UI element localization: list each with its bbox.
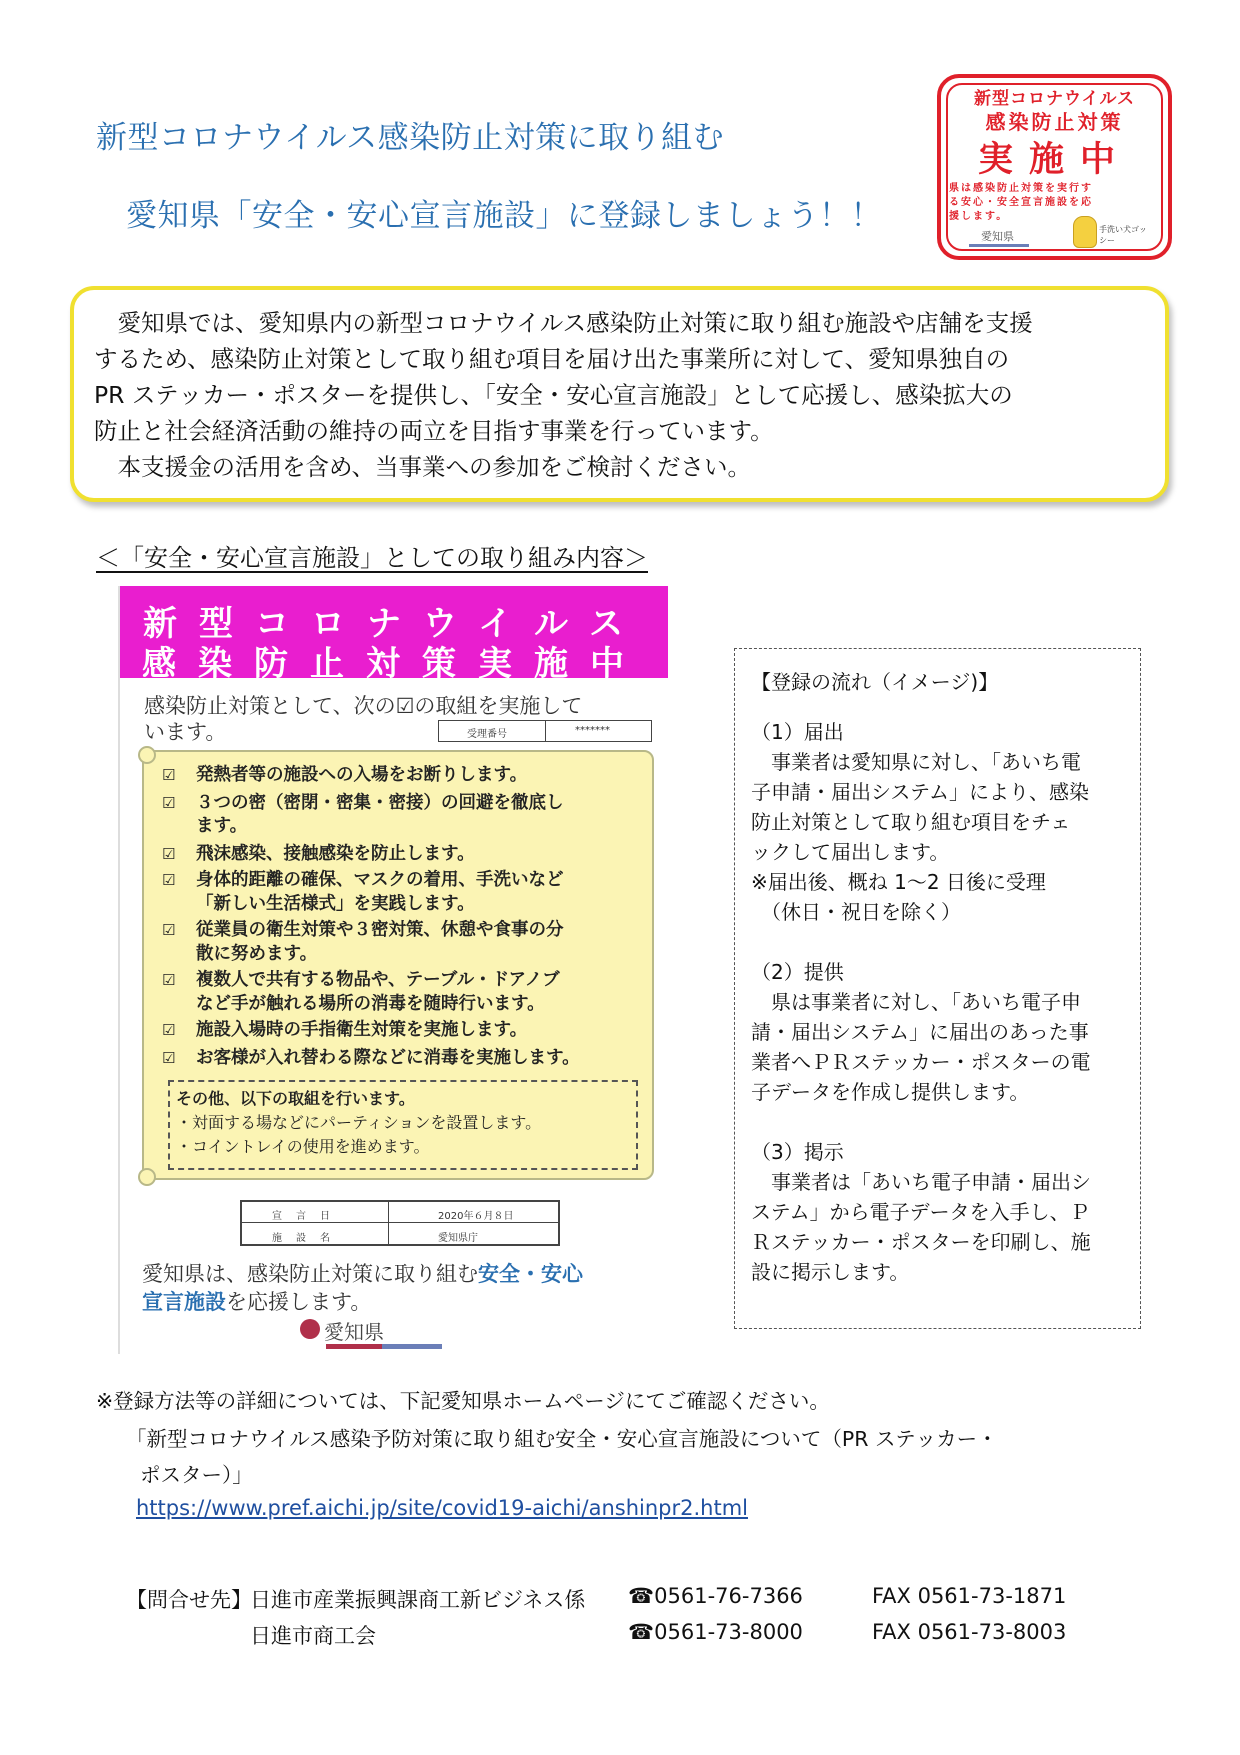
badge-line4: 県は感染防止対策を実行する安心・安全宣言施設を応援します。 (949, 183, 1093, 222)
checklist-item-cont: 「新しい生活様式」を実践します。 (196, 894, 475, 914)
flow-title: 【登録の流れ（イメージ)】 (751, 670, 999, 694)
badge-line2: 感染防止対策 (985, 110, 1124, 134)
checkbox-checked-icon: ☑ (162, 845, 176, 863)
checkbox-checked-icon: ☑ (162, 1021, 176, 1039)
flow-step-text: ※届出後、概ね 1～2 日後に受理 (751, 870, 1046, 894)
checklist-item: 飛沫感染、接触感染を防止します。 (196, 844, 475, 864)
flow-step-heading: （1）届出 (751, 720, 844, 744)
contact-org: 日進市商工会 (250, 1624, 376, 1648)
table-key: 宣言日 (272, 1211, 344, 1222)
badge-line3: 実施中 (977, 140, 1131, 180)
table-key: 施設名 (272, 1233, 344, 1244)
contact-tel: ☎0561-73-8000 (628, 1620, 803, 1644)
checkbox-checked-icon: ☑ (162, 766, 176, 784)
poster-footer-line2 (142, 1286, 371, 1316)
poster-footer-text: を応援します。 (226, 1290, 372, 1314)
table-row (242, 1224, 558, 1245)
checkbox-checked-icon: ☑ (162, 971, 176, 989)
table-value: 2020年６月８日 (438, 1211, 514, 1222)
registration-label: 受理番号 (467, 729, 507, 740)
safety-badge (937, 74, 1172, 260)
flow-step-text: ックして届出します。 (751, 840, 950, 864)
checklist-item-cont: ます。 (196, 816, 248, 836)
poster-footer-line1 (142, 1258, 583, 1288)
checklist-item: 従業員の衛生対策や３密対策、休憩や食事の分 (196, 920, 564, 940)
badge-logo: 愛知県 (981, 230, 1014, 243)
checkbox-checked-icon: ☑ (162, 794, 176, 812)
poster-checklist-scroll (142, 750, 654, 1180)
checkbox-checked-icon: ☑ (162, 921, 176, 939)
details-page-title: 「新型コロナウイルス感染予防対策に取り組む安全・安心宣言施設について（PR ステッカー・ (126, 1427, 998, 1451)
poster-header-line2: 感染防止対策実施中 (142, 644, 646, 684)
flow-step-text: 子データを作成し提供します。 (751, 1080, 1030, 1104)
logo-bar (326, 1344, 382, 1349)
details-url-link[interactable]: https://www.pref.aichi.jp/site/covid19-aichi/anshinpr2.html (136, 1496, 748, 1520)
checkbox-checked-icon: ☑ (162, 871, 176, 889)
poster-logo-text: 愛知県 (324, 1320, 384, 1344)
intro-line: PR ステッカー・ポスターを提供し、「安全・安心宣言施設」として応援し、感染拡大の (94, 381, 1013, 409)
details-page-title-cont: ポスター）」 (140, 1463, 253, 1487)
poster-registration-box (438, 720, 652, 742)
registration-value: ******* (575, 725, 610, 736)
flow-step-text: 設に掲示します。 (751, 1260, 910, 1284)
contact-fax: FAX 0561-73-1871 (872, 1584, 1067, 1608)
mascot-icon (1073, 216, 1097, 248)
poster-other-measures (168, 1080, 638, 1170)
flow-step-text: 事業者は「あいち電子申請・届出シ (751, 1170, 1091, 1194)
registration-flow-box (734, 648, 1141, 1329)
checklist-item: ３つの密（密閉・密集・密接）の回避を徹底し (196, 793, 564, 813)
details-note: ※登録方法等の詳細については、下記愛知県ホームページにてご確認ください。 (96, 1389, 830, 1413)
badge-line1: 新型コロナウイルス (974, 89, 1135, 109)
poster-header-line1: 新型コロナウイルス (143, 604, 645, 644)
checklist-item: 複数人で共有する物品や、テーブル・ドアノブ (196, 970, 560, 990)
poster-declaration-table (240, 1200, 560, 1246)
checklist-item: 施設入場時の手指衛生対策を実施します。 (196, 1020, 528, 1040)
scroll-curl-bottom (138, 1168, 156, 1186)
flow-step-text: 業者へＰＲステッカー・ポスターの電 (751, 1050, 1091, 1074)
intro-callout (70, 286, 1169, 502)
poster-footer-text: 愛知県は、感染防止対策に取り組む (142, 1262, 478, 1286)
contact-org: 日進市産業振興課商工新ビジネス係 (250, 1588, 586, 1612)
flow-step-heading: （2）提供 (751, 960, 844, 984)
badge-logo-bar (969, 244, 1029, 247)
intro-line: 本支援金の活用を含め、当事業への参加をご検討ください。 (94, 453, 752, 481)
flow-step-heading: （3）掲示 (751, 1140, 844, 1164)
flow-step-text: Ｒステッカー・ポスターを印刷し、施 (751, 1230, 1091, 1254)
table-row (242, 1202, 558, 1223)
flow-step-text: ステム」から電子データを入手し、Ｐ (751, 1200, 1090, 1224)
other-measures-item: ・対面する場などにパーティションを設置します。 (176, 1113, 542, 1132)
checkbox-checked-icon: ☑ (162, 1049, 176, 1067)
intro-line: 防止と社会経済活動の維持の両立を目指す事業を行っています。 (94, 417, 774, 445)
poster-lead-line1: 感染防止対策として、次の☑の取組を実施して (144, 694, 583, 718)
flow-step-text: （休日・祝日を除く） (751, 900, 961, 924)
logo-bar (382, 1344, 442, 1349)
poster-footer-highlight: 宣言施設 (142, 1290, 226, 1314)
table-value: 愛知県庁 (438, 1233, 478, 1244)
flow-step-text: 子申請・届出システム」により、感染 (751, 780, 1089, 804)
checklist-item: お客様が入れ替わる際などに消毒を実施します。 (196, 1048, 580, 1068)
poster-header (120, 586, 668, 684)
flow-step-text: 事業者は愛知県に対し、「あいち電 (751, 750, 1081, 774)
checklist-item-cont: 散に努めます。 (196, 944, 318, 964)
page-title-line1: 新型コロナウイルス感染防止対策に取り組む (96, 120, 725, 156)
other-measures-title: その他、以下の取組を行います。 (176, 1089, 415, 1108)
intro-line: 愛知県では、愛知県内の新型コロナウイルス感染防止対策に取り組む施設や店舗を支援 (94, 309, 1033, 337)
poster-footer-highlight: 安全・安心 (478, 1262, 583, 1286)
flow-step-text: 防止対策として取り組む項目をチェ (751, 810, 1071, 834)
checklist-item-cont: など手が触れる場所の消毒を随時行います。 (196, 994, 545, 1014)
other-measures-item: ・コイントレイの使用を進めます。 (176, 1137, 430, 1156)
page-title-line2: 愛知県「安全・安心宣言施設」に登録しましょう！！ (126, 198, 882, 234)
aichi-logo-icon (300, 1319, 320, 1339)
section-heading: ＜「安全・安心宣言施設」としての取り組み内容＞ (96, 544, 648, 572)
registration-divider (545, 721, 546, 741)
poster-lead-line2: います。 (144, 720, 227, 744)
checklist-item: 発熱者等の施設への入場をお断りします。 (196, 765, 528, 785)
contact-tel: ☎0561-76-7366 (628, 1584, 803, 1608)
contact-label: 【問合せ先】 (126, 1588, 252, 1612)
contact-fax: FAX 0561-73-8003 (872, 1620, 1067, 1644)
flow-step-text: 県は事業者に対し、「あいち電子申 (751, 990, 1081, 1014)
checklist-item: 身体的距離の確保、マスクの着用、手洗いなど (196, 870, 564, 890)
flow-step-text: 請・届出システム」に届出のあった事 (751, 1020, 1089, 1044)
intro-line: するため、感染防止対策として取り組む項目を届け出た事業所に対して、愛知県独自の (94, 345, 1010, 373)
poster-image (118, 586, 674, 1354)
scroll-curl-top (138, 746, 156, 764)
badge-mascot-name: 手洗い犬ゴッシー (1099, 225, 1147, 245)
